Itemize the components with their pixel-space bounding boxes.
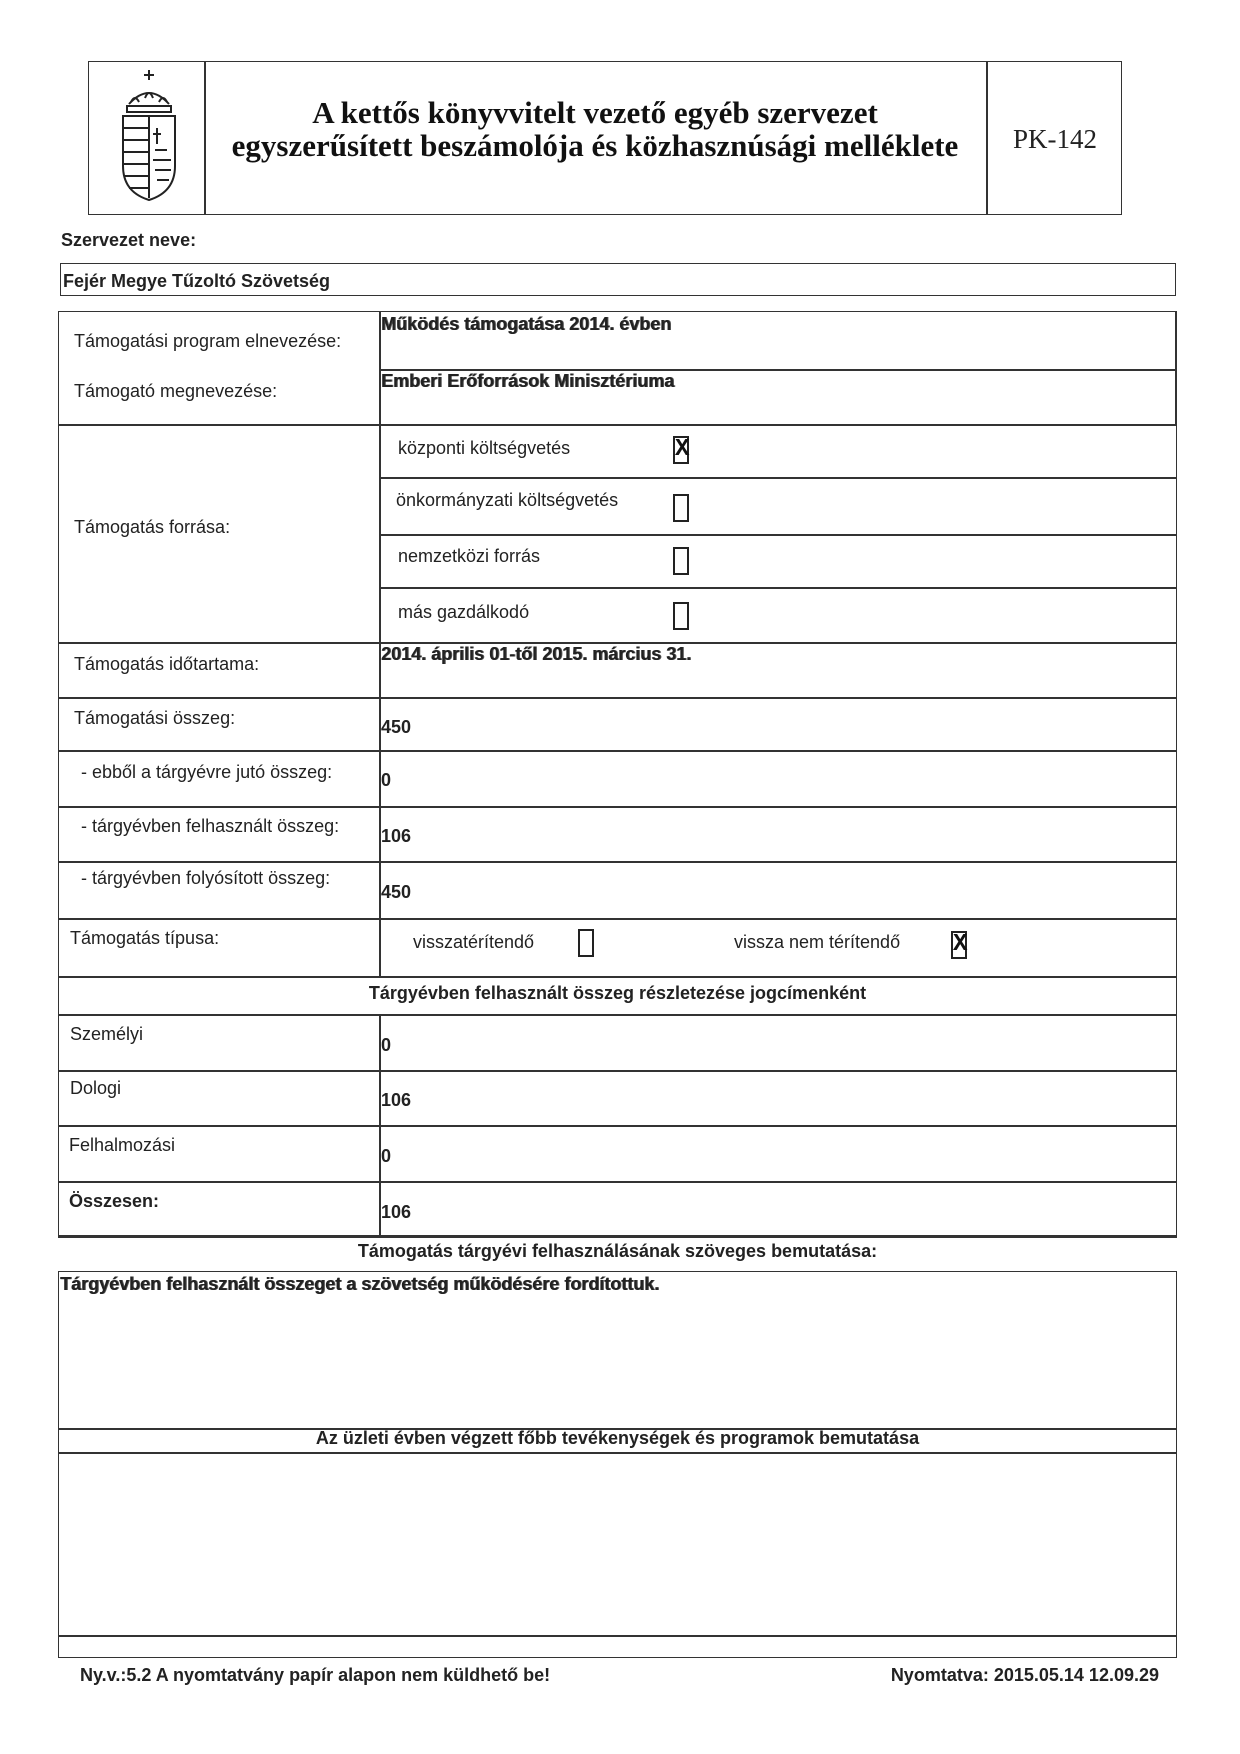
footer-printed: Nyomtatva: 2015.05.14 12.09.29 (890, 1665, 1159, 1685)
source-checkbox-international[interactable] (673, 547, 689, 575)
usage-text-body: Tárgyévben felhasznált összeget a szövetség működésére fordítottuk. (60, 1274, 660, 1294)
current-year-label: - ebből a tárgyévre jutó összeg: (76, 762, 333, 782)
breakdown-row-value: 0 (381, 1035, 392, 1055)
breakdown-row-value: 106 (381, 1090, 412, 1110)
breakdown-heading: Tárgyévben felhasznált összeg részletezése jogcímenként (368, 983, 867, 1003)
form-title-line2: egyszerűsített beszámolója és közhasznúsági melléklete (231, 128, 959, 163)
amount-label: Támogatási összeg: (74, 708, 236, 728)
hungarian-coat-of-arms-icon (115, 66, 183, 206)
amount-value: 450 (381, 717, 412, 737)
breakdown-row-value: 0 (381, 1146, 392, 1166)
disbursed-label: - tárgyévben folyósított összeg: (76, 868, 331, 888)
duration-value: 2014. április 01-től 2015. március 31. (381, 644, 692, 664)
activities-section (58, 1429, 1177, 1658)
program-label: Támogatási program elnevezése: (74, 331, 342, 351)
source-option-label: más gazdálkodó (398, 602, 530, 622)
breakdown-row-label: Dologi (70, 1078, 122, 1098)
source-option-label: nemzetközi forrás (398, 546, 541, 566)
source-checkbox-other-business[interactable] (673, 602, 689, 630)
form-title (206, 96, 984, 162)
organization-name: Fejér Megye Tűzoltó Szövetség (63, 271, 331, 291)
current-year-value: 0 (381, 770, 392, 790)
organization-label: Szervezet neve: (61, 230, 197, 250)
activities-heading: Az üzleti évben végzett főbb tevékenységek és programok bemutatása (315, 1428, 920, 1448)
source-option-label: központi költségvetés (398, 438, 571, 458)
usage-text-heading: Támogatás tárgyévi felhasználásának szöveges bemutatása: (357, 1241, 878, 1261)
source-option-label: önkormányzati költségvetés (396, 490, 619, 510)
duration-label: Támogatás időtartama: (74, 654, 260, 674)
used-value: 106 (381, 826, 412, 846)
source-checkbox-municipal[interactable] (673, 494, 689, 522)
footer-version: Ny.v.:5.2 A nyomtatvány papír alapon nem küldhető be! (80, 1665, 551, 1685)
type-label: Támogatás típusa: (70, 928, 220, 948)
breakdown-row-label: Felhalmozási (69, 1135, 176, 1155)
program-value: Működés támogatása 2014. évben (381, 314, 672, 334)
source-label: Támogatás forrása: (74, 517, 231, 537)
type-nonrefundable-checkbox[interactable]: X (953, 931, 968, 958)
supporter-label: Támogató megnevezése: (74, 381, 278, 401)
used-label: - tárgyévben felhasznált összeg: (76, 816, 340, 836)
form-code: PK-142 (1012, 124, 1097, 154)
type-refundable-label: visszatérítendő (413, 932, 535, 952)
type-refundable-checkbox[interactable] (578, 929, 594, 957)
breakdown-row-label: Személyi (70, 1024, 144, 1044)
source-checkbox-central[interactable]: X (675, 436, 690, 463)
total-label: Összesen: (69, 1191, 160, 1211)
total-value: 106 (381, 1202, 412, 1222)
form-title-line1: A kettős könyvvitelt vezető egyéb szervezet (312, 95, 878, 130)
supporter-value: Emberi Erőforrások Minisztériuma (381, 371, 675, 391)
type-nonrefundable-label: vissza nem térítendő (734, 932, 901, 952)
disbursed-value: 450 (381, 882, 412, 902)
